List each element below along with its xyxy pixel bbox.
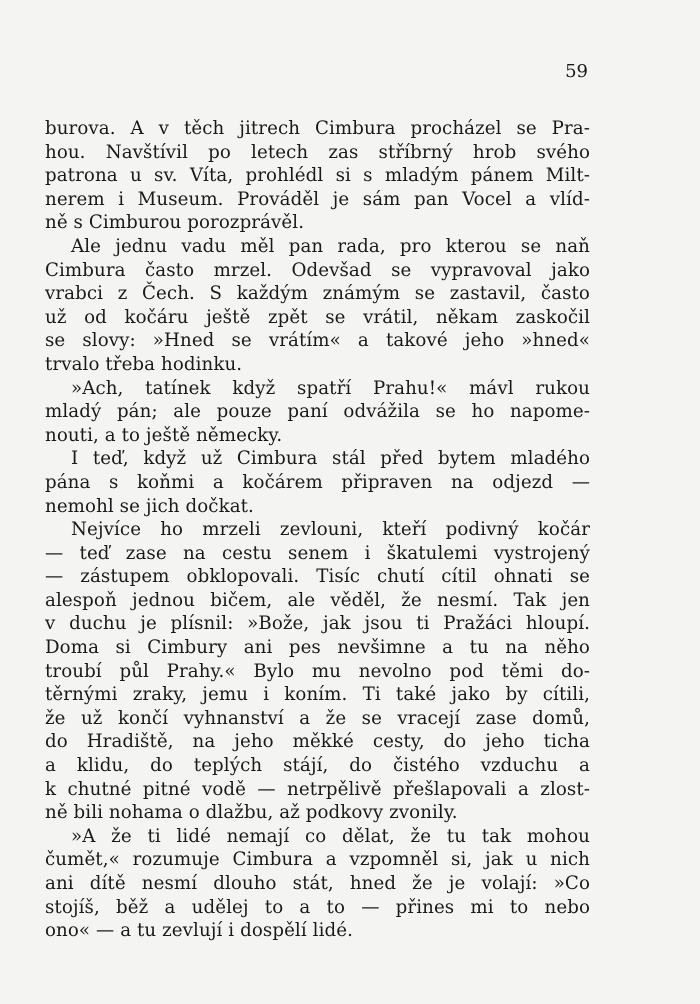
text-line: Doma si Cimbury ani pes nevšimne a tu na něho	[45, 637, 590, 659]
text-line: hou. Navštívil po letech zas stříbrný hrob svého	[45, 141, 590, 163]
text-line: nemohl se jich dočkat.	[45, 495, 254, 517]
text-line: — teď zase na cestu senem i škatulemi vystrojený	[45, 542, 590, 564]
text-line: těrnými zraky, jemu i koním. Ti také jako by cítili,	[45, 684, 590, 706]
text-line: v duchu je plísnil: »Bože, jak jsou ti Pražáci hloupí.	[45, 613, 590, 635]
text-line: do Hradiště, na jeho měkké cesty, do jeho ticha	[45, 731, 590, 753]
text-line: vrabci z Čech. S každým známým se zastavil, často	[45, 283, 590, 305]
text-line: nouti, a to ještě německy.	[45, 424, 283, 446]
text-line: »A že ti lidé nemají co dělat, že tu tak mohou	[71, 825, 590, 847]
text-line: »Ach, tatínek když spatří Prahu!« mávl rukou	[71, 377, 590, 399]
text-line: mladý pán; ale pouze paní odvážila se ho napome-	[45, 401, 590, 423]
text-line: nerem i Museum. Prováděl je sám pan Vocel a vlíd-	[45, 188, 590, 210]
text-line: — zástupem obklopovali. Tisíc chutí cítil ohnati se	[45, 566, 590, 588]
text-line: alespoň jednou bičem, ale věděl, že nesmí. Tak jen	[45, 589, 590, 611]
text-line: že už končí vyhnanství a že se vracejí zase domů,	[45, 707, 590, 729]
text-line: pána s koňmi a kočárem připraven na odjezd —	[45, 471, 590, 493]
text-line: patrona u sv. Víta, prohlédl si s mladým pánem Milt-	[45, 165, 590, 187]
text-line: k chutné pitné vodě — netrpělivě přešlapovali a zlost-	[45, 778, 590, 800]
page-number: 59	[565, 61, 588, 82]
text-line: burova. A v těch jitrech Cimbura procházel se Pra-	[45, 118, 590, 139]
text-line: a klidu, do teplých stájí, do čistého vzduchu a	[45, 755, 590, 777]
text-line: se slovy: »Hned se vrátím« a takové jeho »hned«	[45, 330, 590, 352]
text-line: ono« — a tu zevlují i dospělí lidé.	[45, 920, 353, 942]
text-line: ani dítě nesmí dlouho stát, hned že je volají: »Co	[45, 873, 590, 894]
text-line: Nejvíce ho mrzeli zevlouni, kteří podivný kočár	[71, 519, 590, 541]
text-line: ně bili nohama o dlažbu, až podkovy zvonily.	[45, 802, 458, 824]
text-line: už od kočáru ještě zpět se vrátil, někam zaskočil	[45, 306, 590, 328]
text-line: Cimbura často mrzel. Odevšad se vypravoval jako	[45, 259, 590, 281]
text-line: ně s Cimburou porozprávěl.	[45, 212, 305, 234]
text-line: čumět,« rozumuje Cimbura a vzpomněl si, jak u nich	[45, 849, 590, 871]
text-line: troubí půl Prahy.« Bylo mu nevolno pod těmi do-	[45, 660, 590, 682]
body-text	[45, 117, 590, 943]
text-line: I teď, když už Cimbura stál před bytem mladého	[71, 448, 590, 470]
text-line: trvalo třeba hodinku.	[45, 353, 243, 375]
text-line: stojíš, běž a udělej to a to — přines mi to nebo	[45, 896, 590, 918]
text-line: Ale jednu vadu měl pan rada, pro kterou se naň	[71, 235, 590, 257]
